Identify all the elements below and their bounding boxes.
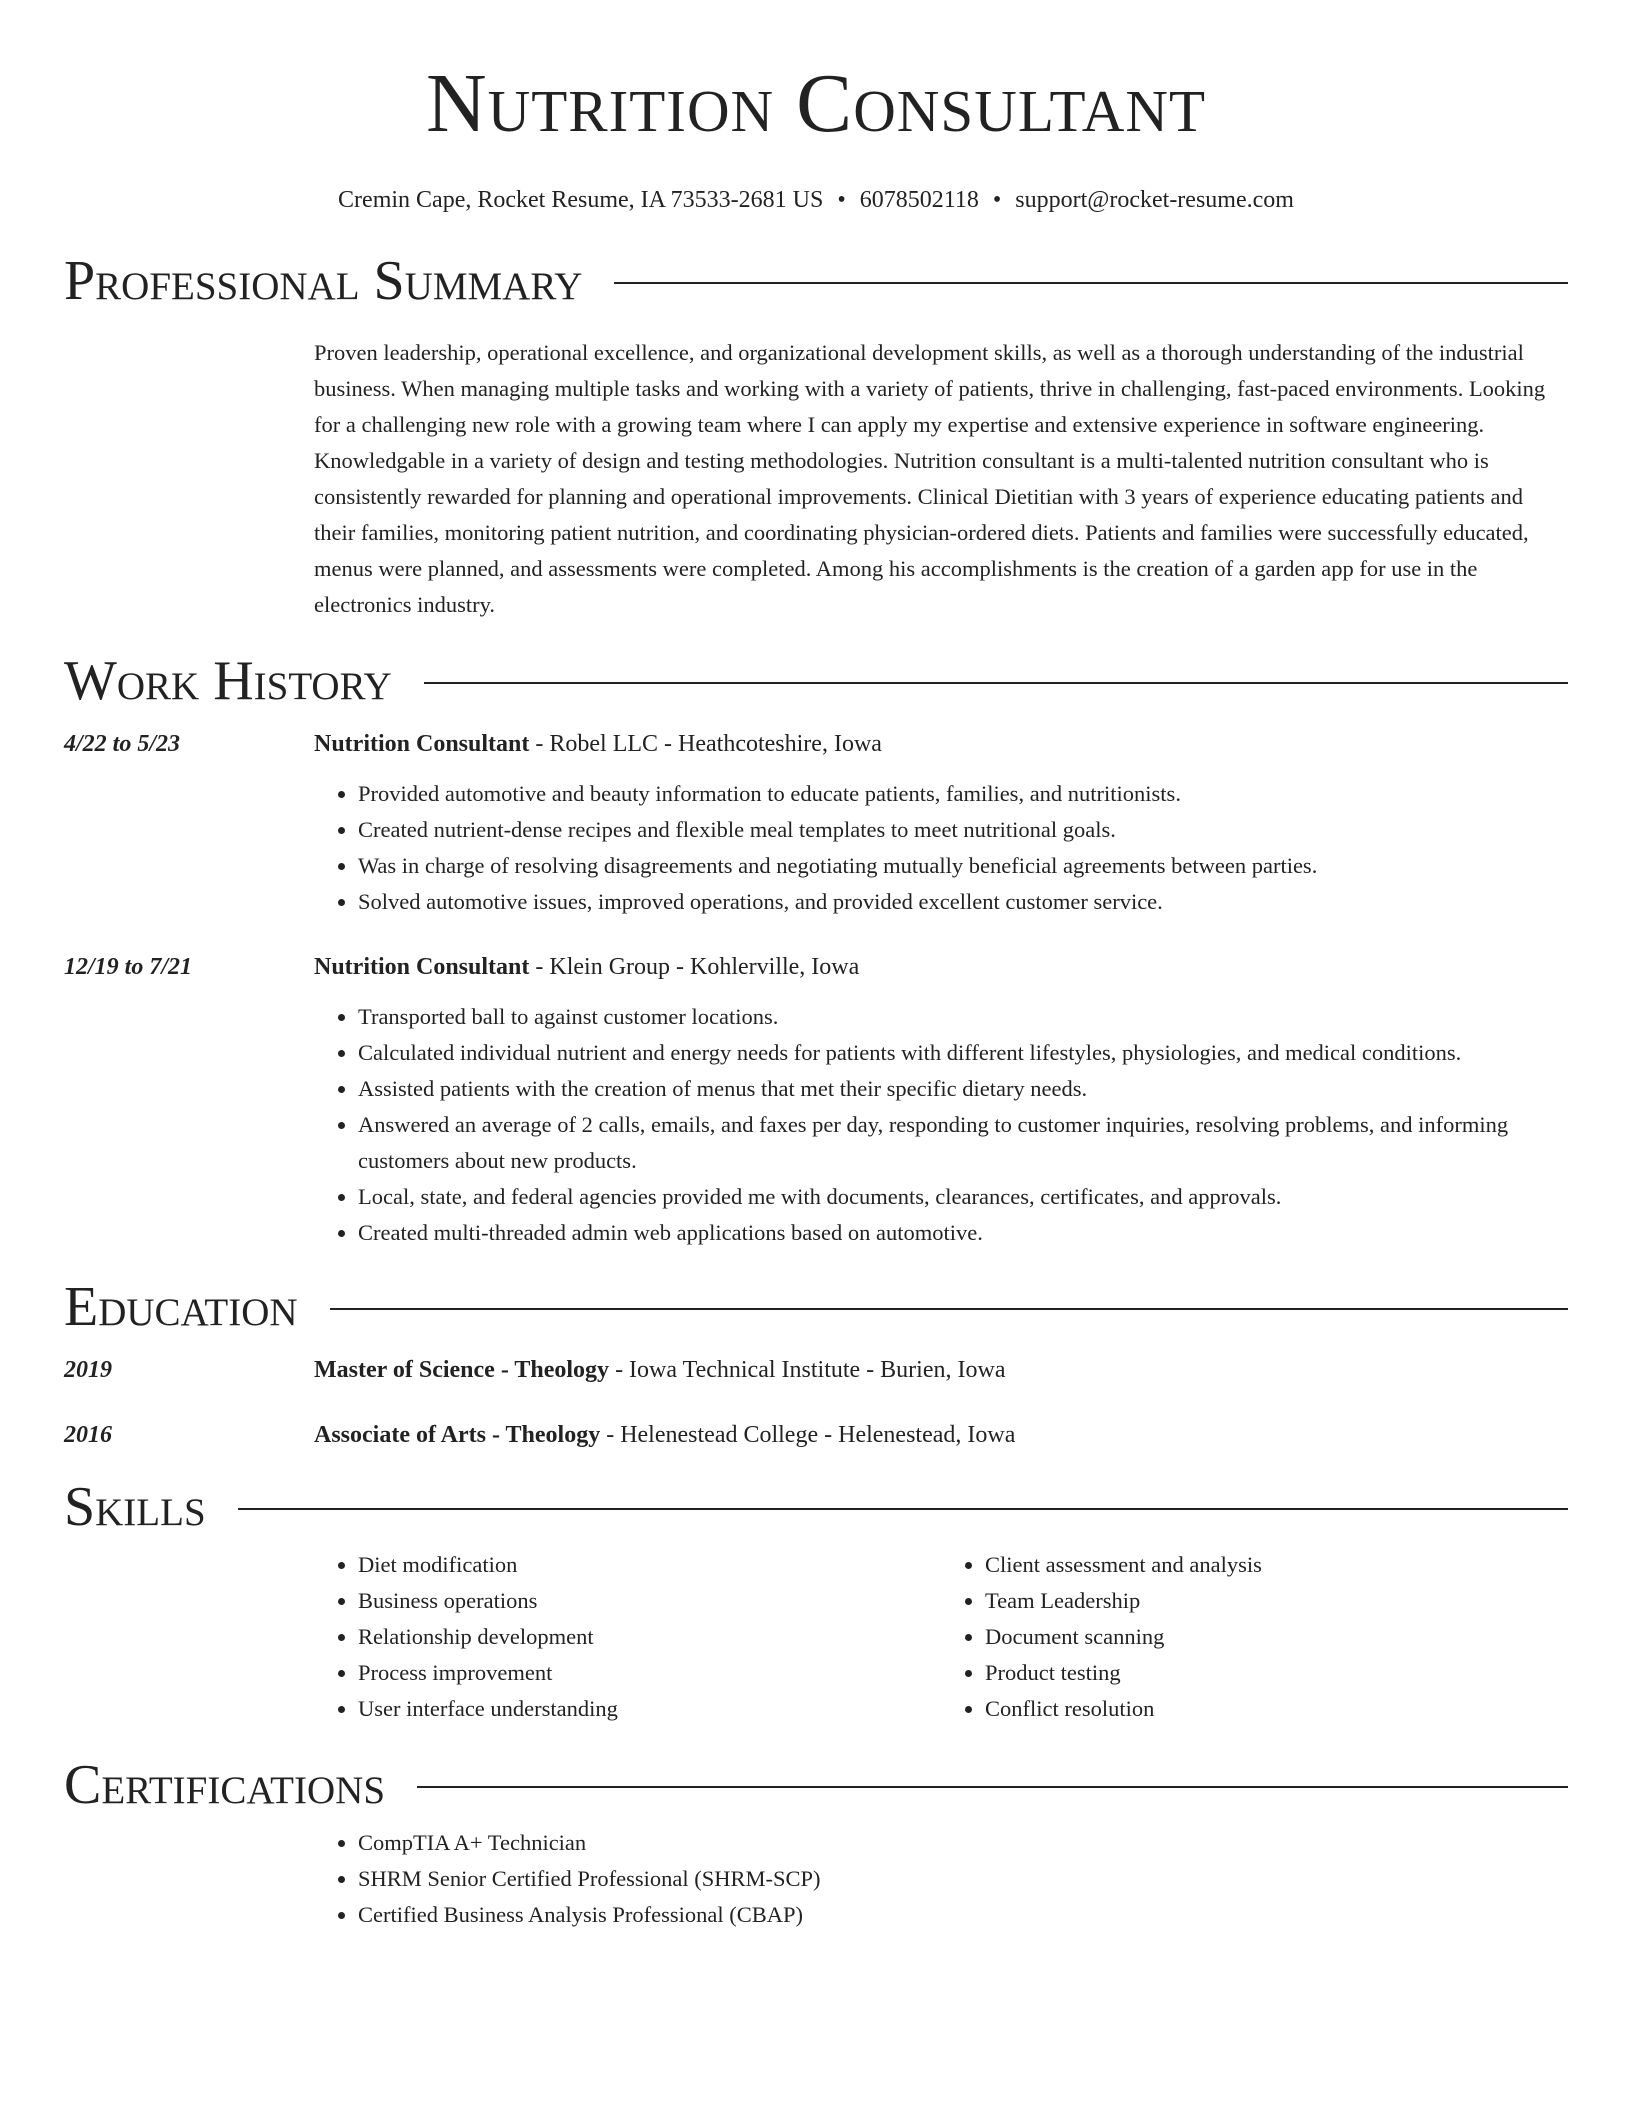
list-item: • Local, state, and federal agencies provided me with documents, clearances, certificates, and approvals. — [358, 1179, 1568, 1215]
skills-list-left — [314, 1547, 941, 1727]
work-entry-title — [314, 731, 1568, 758]
education-degree: Associate of Arts - Theology — [314, 1421, 601, 1448]
work-entry-dates: 4/22 to 5/23 — [64, 730, 181, 757]
contact-email: support@rocket-resume.com — [1015, 187, 1294, 213]
education-entry — [64, 1422, 1568, 1449]
list-item: • Document scanning — [985, 1619, 1568, 1655]
skills-section-title: Skills — [64, 1475, 206, 1538]
skills-section-header — [64, 1475, 1568, 1538]
section-divider — [614, 282, 1568, 284]
list-item: • Certified Business Analysis Professional (CBAP) — [358, 1897, 1568, 1933]
section-divider — [330, 1308, 1568, 1310]
list-item: • Product testing — [985, 1655, 1568, 1691]
certifications-list — [314, 1825, 1568, 1933]
education-year: 2019 — [64, 1356, 112, 1383]
work-section-title: Work History — [64, 649, 392, 712]
summary-section-body — [64, 335, 1568, 623]
section-divider — [417, 1786, 1568, 1788]
skills-list-right — [941, 1547, 1568, 1727]
list-item: • Transported ball to against customer locations. — [358, 999, 1568, 1035]
section-divider — [238, 1508, 1568, 1510]
contact-phone: 6078502118 — [859, 187, 979, 213]
list-item: • Client assessment and analysis — [985, 1547, 1568, 1583]
list-item: • Diet modification — [358, 1547, 941, 1583]
education-details: - Helenestead College - Helenestead, Iowa — [600, 1421, 1016, 1448]
summary-section-header — [64, 249, 1568, 312]
education-section-header — [64, 1275, 1568, 1338]
list-item: • Business operations — [358, 1583, 941, 1619]
list-item: • CompTIA A+ Technician — [358, 1825, 1568, 1861]
section-divider — [424, 682, 1568, 684]
contact-separator: • — [837, 187, 846, 213]
list-item: • Process improvement — [358, 1655, 941, 1691]
list-item: • Created multi-threaded admin web applications based on automotive. — [358, 1215, 1568, 1251]
list-item: • Relationship development — [358, 1619, 941, 1655]
education-entry — [64, 1357, 1568, 1384]
work-entry-role: Nutrition Consultant — [314, 730, 530, 757]
work-section-header — [64, 649, 1568, 712]
work-entry-details: - Robel LLC - Heathcoteshire, Iowa — [529, 730, 882, 757]
education-section-title: Education — [64, 1275, 298, 1338]
list-item: • Answered an average of 2 calls, emails, and faxes per day, responding to customer inquiries, resolving problems, and informing customers about new products. — [358, 1107, 1568, 1179]
work-entry-bullets — [314, 776, 1568, 920]
education-details: - Iowa Technical Institute - Burien, Iowa — [609, 1356, 1006, 1383]
list-item: • Assisted patients with the creation of menus that met their specific dietary needs. — [358, 1071, 1568, 1107]
work-entry — [64, 731, 1568, 920]
education-year: 2016 — [64, 1421, 112, 1448]
contact-address: Cremin Cape, Rocket Resume, IA 73533-2681 US — [338, 187, 824, 213]
contact-line — [64, 186, 1568, 215]
skills-section-body — [64, 1547, 1568, 1727]
list-item: • Team Leadership — [985, 1583, 1568, 1619]
certifications-section-body — [64, 1825, 1568, 1933]
certifications-section-header — [64, 1753, 1568, 1816]
work-entry-role: Nutrition Consultant — [314, 953, 530, 980]
resume-name: Nutrition Consultant — [425, 57, 1207, 150]
work-entry-title — [314, 954, 1568, 981]
list-item: • User interface understanding — [358, 1691, 941, 1727]
summary-section-title: Professional Summary — [64, 249, 583, 312]
list-item: • Created nutrient-dense recipes and flexible meal templates to meet nutritional goals. — [358, 812, 1568, 848]
work-history-list — [64, 731, 1568, 1251]
certifications-section-title: Certifications — [64, 1753, 386, 1816]
education-list — [64, 1357, 1568, 1449]
list-item: • Solved automotive issues, improved operations, and provided excellent customer service. — [358, 884, 1568, 920]
work-entry-main — [314, 731, 1568, 920]
list-item: • Provided automotive and beauty information to educate patients, families, and nutritionists. — [358, 776, 1568, 812]
education-main — [314, 1422, 1568, 1449]
summary-text: Proven leadership, operational excellence, and organizational development skills, as well as a thorough understanding of the industrial business. When managing multiple tasks and working with a variety of patients, thrive in challenging, fast-paced environments. Looking for a challenging new role with a growing team where I can apply my expertise and extensive experience in software engineering. Knowledgable in a variety of design and testing methodologies. Nutrition consultant is a multi-talented nutrition consultant who is consistently rewarded for planning and operational improvements. Clinical Dietitian with 3 years of experience educating patients and their families, monitoring patient nutrition, and coordinating physician-ordered diets. Patients and families were successfully educated, menus were planned, and assessments were completed. Among his accomplishments is the creation of a garden app for use in the electronics industry. — [314, 339, 1546, 617]
list-item: • Was in charge of resolving disagreements and negotiating mutually beneficial agreements between parties. — [358, 848, 1568, 884]
work-entry — [64, 954, 1568, 1251]
list-item: • Conflict resolution — [985, 1691, 1568, 1727]
work-entry-main — [314, 954, 1568, 1251]
list-item: • SHRM Senior Certified Professional (SHRM-SCP) — [358, 1861, 1568, 1897]
work-entry-details: - Klein Group - Kohlerville, Iowa — [529, 953, 860, 980]
skills-grid — [314, 1547, 1568, 1727]
list-item: • Calculated individual nutrient and energy needs for patients with different lifestyles, physiologies, and medical conditions. — [358, 1035, 1568, 1071]
contact-separator: • — [992, 187, 1002, 213]
work-entry-bullets — [314, 999, 1568, 1251]
education-main — [314, 1357, 1568, 1384]
work-entry-dates: 12/19 to 7/21 — [64, 953, 193, 980]
education-degree: Master of Science - Theology — [314, 1356, 610, 1383]
